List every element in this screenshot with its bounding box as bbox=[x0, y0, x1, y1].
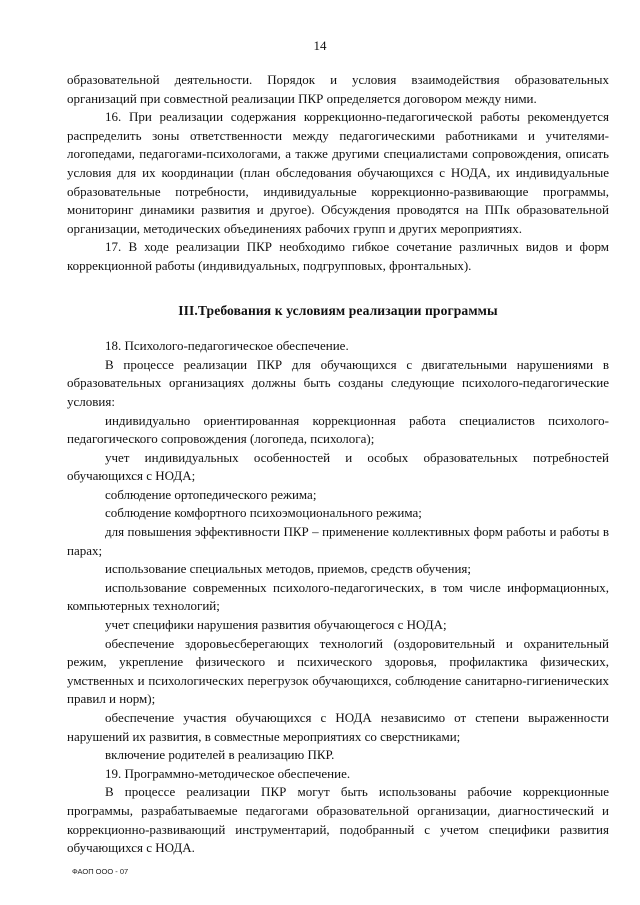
paragraph-17: 17. В ходе реализации ПКР необходимо гибкое сочетание различных видов и форм коррекционной работы (индивидуальных, подгрупповых, фронтальных). bbox=[67, 239, 609, 273]
paragraph-16: 16. При реализации содержания коррекционно-педагогической работы рекомендуется распределить зоны ответственности между педагогическими работниками и учителями-логопедами, педагогами-психологами, а также другими специалистами сопровождения, описать условия для их координации (план обследования обучающихся с НОДА, их индивидуальные образовательные потребности, индивидуальные коррекционно-развивающие программы, мониторинг динамики развития и другое). Обсуждения проводятся на ППк образовательной организации, методических объединениях рабочих групп и других мероприятиях. bbox=[67, 109, 609, 236]
list-item: учет специфики нарушения развития обучающегося с НОДА; bbox=[105, 617, 447, 633]
list-item: учет индивидуальных особенностей и особых образовательных потребностей обучающихся с НОДА; bbox=[67, 449, 609, 484]
page-number: 14 bbox=[313, 38, 327, 53]
paragraph-18: 18. Психолого-педагогическое обеспечение. bbox=[105, 338, 349, 354]
list-item: соблюдение комфортного психоэмоционального режима; bbox=[105, 505, 422, 521]
paragraph-conditions-intro: В процессе реализации ПКР для обучающихся с двигательными нарушениями в образовательных организациях должны быть созданы следующие психолого-педагогические условия: bbox=[67, 356, 609, 409]
paragraph-19: 19. Программно-методическое обеспечение. bbox=[105, 765, 351, 781]
list-item: использование специальных методов, приемов, средств обучения; bbox=[105, 561, 471, 577]
list-item: использование современных психолого-педагогических, в том числе информационных, компьютерных технологий; bbox=[67, 579, 609, 614]
list-item: индивидуально ориентированная коррекционная работа специалистов психолого-педагогического сопровождения (логопеда, психолога); bbox=[67, 412, 609, 447]
section-heading: III.Требования к условиям реализации программы bbox=[178, 302, 498, 318]
list-item: включение родителей в реализацию ПКР. bbox=[105, 747, 335, 763]
paragraph-continuation: образовательной деятельности. Порядок и условия взаимодействия образовательных организаций при совместной реализации ПКР определяется договором между ними. bbox=[67, 72, 609, 106]
list-item: для повышения эффективности ПКР – применение коллективных форм работы и работы в парах; bbox=[67, 524, 609, 558]
list-item: соблюдение ортопедического режима; bbox=[105, 486, 317, 502]
list-item: обеспечение участия обучающихся с НОДА независимо от степени выраженности нарушений их развития, в совместные мероприятиях со сверстниками; bbox=[67, 710, 609, 744]
list-item: обеспечение здоровьесберегающих технологий (оздоровительный и охранительный режим, укрепление физического и психического здоровья, профилактика физических, умственных и психологических перегрузок обучающихся, соблюдение санитарно-гигиенических правил и норм); bbox=[67, 635, 609, 707]
paragraph-methodical: В процессе реализации ПКР могут быть использованы рабочие коррекционные программы, разрабатываемые педагогами образовательной организации, диагностический и коррекционно-развивающий инструментарий, подобранный с учетом специфики развития обучающихся с НОДА. bbox=[67, 784, 609, 856]
footer-code: ФАОП ООО - 07 bbox=[72, 867, 129, 876]
document-body bbox=[67, 71, 609, 858]
